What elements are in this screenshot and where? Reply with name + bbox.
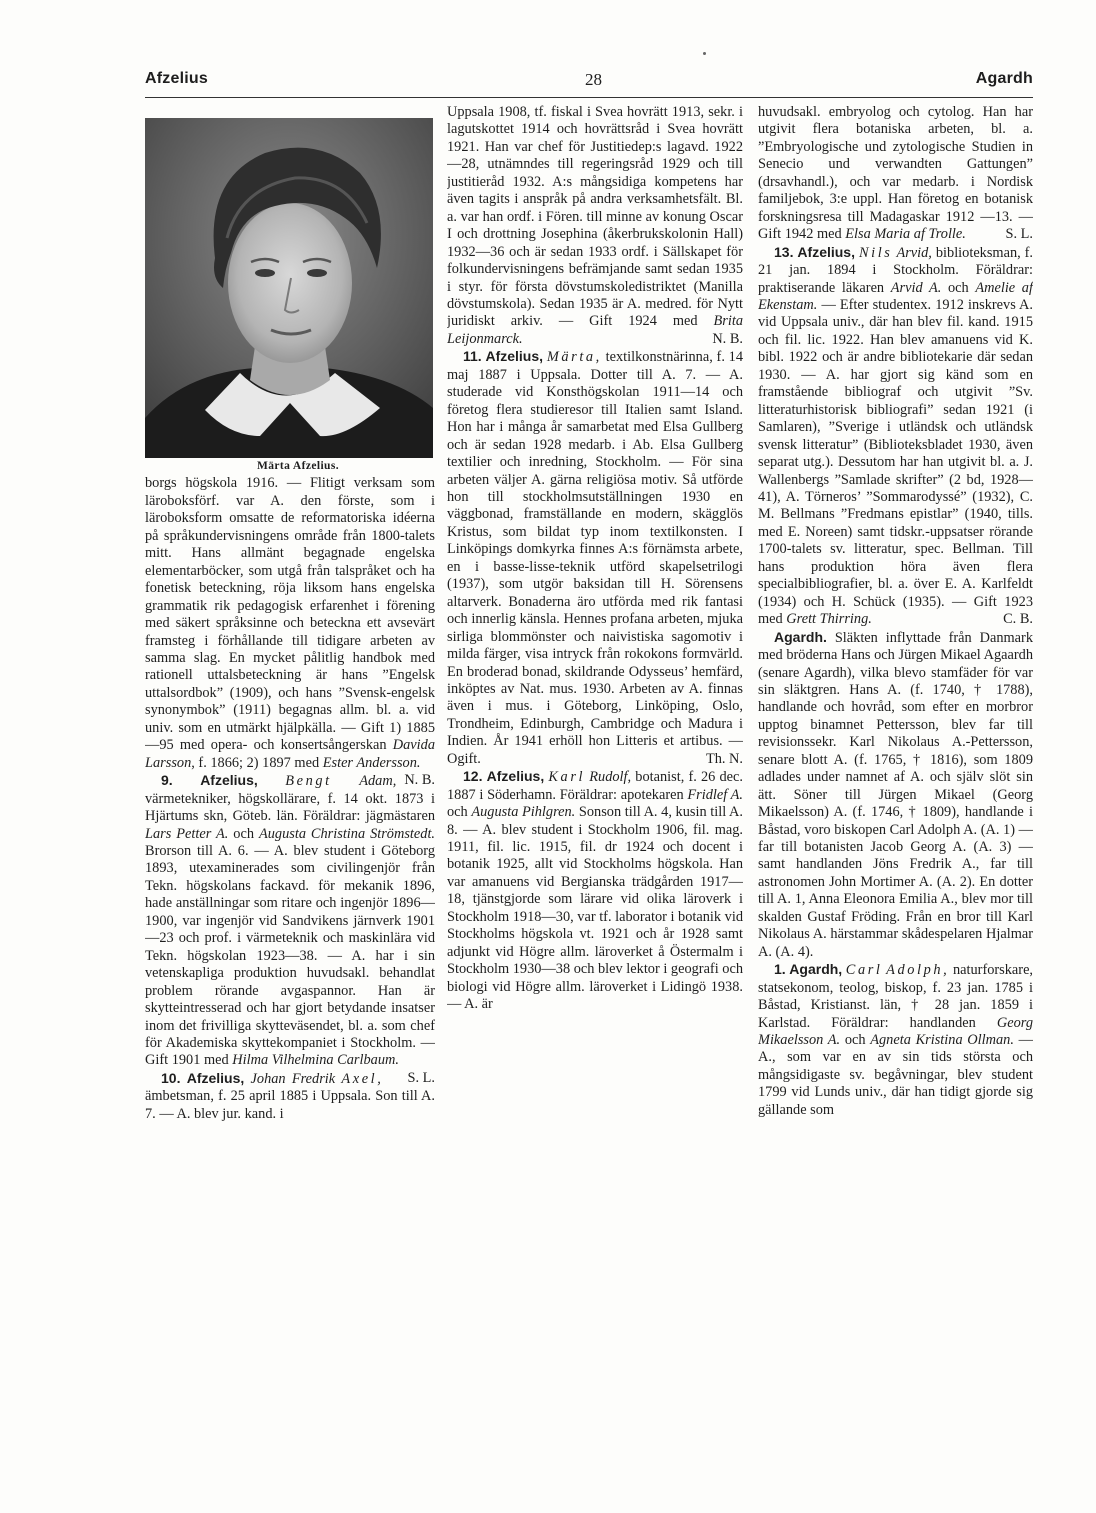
italic-name: Georg Mikaelsson A. bbox=[758, 1014, 1033, 1049]
header-rule bbox=[145, 97, 1033, 98]
portrait-photo bbox=[145, 118, 433, 458]
author-signature: S. L. bbox=[407, 1069, 435, 1086]
italic-name: Grett Thirring. bbox=[786, 611, 872, 628]
entry-given-name: Axel, bbox=[341, 1070, 384, 1087]
author-signature: C. B. bbox=[1003, 611, 1033, 628]
entry-given-name: Johan Fredrik bbox=[250, 1070, 336, 1087]
italic-name: Agneta Kristina Ollman. bbox=[870, 1032, 1014, 1049]
print-speck bbox=[703, 52, 706, 55]
author-signature: N. B. bbox=[404, 772, 435, 789]
column-1 bbox=[145, 104, 435, 1494]
text-run: — Efter studentex. 1912 inskrevs A. vid Uppsala univ., där han blev fil. kand. 1915 och fil. lic. 1922. Han blev amanuens vid K. bibl. 1922 och är andre bibliotekarie där sedan 1930. — A. har gjort sig känd som en framstående bibliograf och utgivit ”Sv. litteraturhistorisk bibliografi” sedan 1921 (i Samlaren), ”Sverige i utländsk och utländsk svensk litteratur” (Biblioteksbladet 1930, även separat utg.). Dessutom har han utgivit bl. a. J. Wallenbergs ”Samlade skrifter” (2 bd, 1928—41), A. Törneros’ ”Sommarodyssé” (1932), C. M. Bellmans ”Fredmans epistlar” (1940, tills. med E. Noreen) samt tidskr.-uppsatser rörande 1700-talets sv. litteratur, spec. Bellman. Till hans produktion höra även flera specialbibliografier, bl. a. över E. A. Karlfeldt (1934) och H. Schück (1935). — Gift 1923 med bbox=[758, 296, 1033, 628]
entry-surname: Afzelius, bbox=[186, 1069, 245, 1086]
entry-surname: Agardh, bbox=[789, 961, 843, 978]
header-left-word: Afzelius bbox=[145, 70, 208, 87]
entry-13 bbox=[758, 244, 1033, 629]
entry-given-name: Rudolf, bbox=[589, 769, 632, 786]
portrait-illustration bbox=[145, 118, 433, 458]
entry-agardh-1 bbox=[758, 961, 1033, 1119]
italic-name: Amelie af Ekenstam. bbox=[758, 279, 1033, 313]
text-run: Sonson till A. 4, kusin till A. 8. — A. blev student i Stockholm 1906, fil. mag. 1911, fil. lic. 1915, fil. dr 1924 och docent i botanik 1925, allt vid Stockholms högskola. Han var amanuens vid Bergianska trädgården 1917—18, tjänstgjorde som lärare vid olika läroverk i Stockholm 1918—30, var tf. laborator i botanik vid Stockholms högskola vt. 1921 och år 1928 samt adjunkt vid Högre allm. läroverket å Östermalm i Stockholm 1930—38 och blev lektor i geografi och biologi vid Högre allm. läroverket i Lidingö 1938. — A. är bbox=[447, 804, 743, 1013]
entry-number: 11. bbox=[463, 348, 482, 365]
entry-surname: Agardh. bbox=[774, 628, 827, 645]
italic-name: Augusta Pihlgren. bbox=[471, 804, 576, 821]
entry-given-name: Adam, bbox=[359, 773, 397, 790]
author-signature: S. L. bbox=[1005, 226, 1033, 243]
text-run: och bbox=[447, 804, 468, 821]
entry-given-name: Carl bbox=[845, 962, 883, 979]
entry-agardh-family bbox=[758, 629, 1033, 962]
italic-name: Lars Petter A. bbox=[145, 825, 229, 842]
author-signature: Th. N. bbox=[705, 750, 743, 767]
entry-number: 9. bbox=[161, 772, 173, 789]
entry-number: 1. bbox=[774, 961, 786, 978]
text-run: huvudsakl. embryolog och cytolog. Han har utgivit flera botaniska arbeten, bl. a. ”Embryologische und zytologische Studien in Senecio und verwandten Gattungen” (drsavhandl.), och var medarb. i Nordisk familjebok, 3:e uppl. Han företog en botanisk forskningsresa till Madagaskar 1912 —13. — Gift 1942 med bbox=[758, 104, 1033, 243]
text-run: och bbox=[947, 279, 969, 296]
entry-given-name: Adolph, bbox=[886, 962, 950, 979]
text-run: ämbetsman, f. 25 april 1885 i Uppsala. Son till A. 7. — A. blev jur. kand. i bbox=[145, 1088, 435, 1122]
text-run: värmetekniker, högskollärare, f. 14 okt. 1873 i Hjärtums skn, Göteb. län. Föräldrar: jägmästaren bbox=[145, 790, 435, 825]
running-head bbox=[145, 70, 1033, 94]
italic-name: Elsa Maria af Trolle. bbox=[845, 226, 966, 243]
entry-number: 12. bbox=[463, 768, 483, 785]
italic-name: Brita Leijonmarck. bbox=[447, 313, 743, 347]
portrait-caption: Märta Afzelius. bbox=[256, 460, 339, 472]
entry-12 bbox=[447, 768, 743, 1013]
column-3 bbox=[758, 104, 1033, 1494]
entry-given-name: Karl bbox=[548, 769, 586, 786]
paragraph-col3-continuation bbox=[758, 104, 1033, 244]
text-run: borgs högskola 1916. — Flitigt verksam som läroboksförf. var A. den förste, som i läroboksform omsatte de reformatoriska idéerna på språkundervisningens område från 1800-talets mitt. Hans allmänt begagnade engelska elementarböcker, som utgå från talspråket och ha fonetisk beteckning, röja liksom hans engelska grammatik rik pedagogisk erfarenhet i förening med säkert språksinne och beteckna ett avsevärt framsteg i förhållande till tidigare arbeten av samma slag. En mycket pålitlig handbok med rationell uttalsbeteckning är hans ”Engelsk uttalsordbok” (1909), och hans ”Svensk-engelsk synonymbok” (1911) begagnas allm. bl. a. vid univ. som en utmärkt hjälpkälla. — Gift 1) 1885 —95 med opera- och konsertsångerskan bbox=[145, 475, 435, 754]
page-number: 28 bbox=[585, 70, 602, 89]
entry-given-name: Märta, bbox=[546, 349, 602, 366]
entry-surname: Afzelius, bbox=[200, 772, 258, 789]
column-2 bbox=[447, 104, 743, 1494]
text-run: botanist, f. 26 dec. 1887 i Söderhamn. Föräldrar: apotekaren bbox=[447, 769, 743, 803]
paragraph-col2-continuation bbox=[447, 104, 743, 348]
text-run: textilkonstnärinna, f. 14 maj 1887 i Uppsala. Dotter till A. 7. — A. studerade vid Konsthögskolan 1911—14 och företog flera studieresor till Italien samt Island. Hon har i många år samarbetat med Elsa Gullberg och är sedan 1928 medarb. i Ab. Elsa Gullberg textilier och inredning, Stockholm. — För sina arbeten väljer A. gärna religiösa motiv. Så utförde hon till stockholmsutställningen 1930 en väggbonad, framställande en modern, skägglös Kristus, som bildat typ inom textilkonsten. I Linköpings domkyrka finnes A:s förnämsta arbete, en i basse-lisse-teknik utförd skapelsetrilogi (1937), som utgör baksidan till H. Sörensens altarverk. Bonaderna äro utförda med rik fantasi och innerlig känsla. Hennes profana arbeten, mjuka sirliga blommönster och naivistiska sagomotiv i milda färger, visa intryck från rokokons formvärld. En broderad bonad, skildrande Odysseus’ hemfärd, inköptes av Nat. mus. 1930. Arbeten av A. finnas även i mus. i Göteborg, Linköping, Oslo, Trondheim, Edinburgh, Cambridge och Madura i Indien. År 1941 erhöll hon Litteris et artibus. — Ogift. bbox=[447, 349, 743, 767]
text-run: , f. 1866; 2) 1897 med bbox=[191, 754, 320, 771]
text-run: naturforskare, statsekonom, teolog, biskop, f. 23 jan. 1785 i Båstad, Kristianst. län, † 28 jan. 1859 i Karlstad. Föräldrar: handlanden bbox=[758, 962, 1033, 1031]
author-signature: N. B. bbox=[712, 330, 743, 347]
italic-name: Ester Andersson. bbox=[322, 754, 421, 771]
italic-name: Arvid A. bbox=[890, 279, 942, 296]
italic-name: Augusta Christina Strömstedt. bbox=[258, 825, 435, 842]
text-run: Släkten inflyttade från Danmark med bröderna Hans och Jürgen Mikael Agaardh (senare Agardh), vilka blevo stamfäder för var sin släktgren. Hans A. (f. 1740, † 1788), handlande och hovråd, som efter en morbror upptog binamnet Pettersson, blev far till revisionssekr. Karl Nikolaus A.-Pettersson, senare blott A. (f. 1765, † 1816), som 1809 adlades under namnet af A. och själv slöt sin ätt. Söner till Jürgen Mikael (Georg Mikaelsson) A. (f. 1746, † 1809), handlande i Båstad, voro biskopen Carl Adolph A. (A. 1) — far till botanisten Jacob Georg A. (A. 3) — samt handlanden Jöns Fredrik A., far till astronomen John Mortimer A. (A. 2). En dotter till A. 1, Anna Eleonora Emilia A., blev mor till skalden Gustaf Fröding. Från en bror till Karl Nikolaus A. härstammar skådespelaren Hjalmar A. (A. 4). bbox=[758, 629, 1033, 960]
entry-number: 10. bbox=[161, 1069, 181, 1086]
entry-given-name: Bengt bbox=[285, 773, 332, 790]
entry-given-name: Nils bbox=[858, 244, 893, 261]
text-run: biblioteksman, f. 21 jan. 1894 i Stockholm. Föräldrar: praktiserande läkaren bbox=[758, 244, 1033, 296]
entry-surname: Afzelius, bbox=[486, 768, 545, 785]
italic-name: Davida Larsson bbox=[145, 737, 435, 771]
entry-surname: Afzelius, bbox=[797, 243, 855, 260]
entry-number: 13. bbox=[774, 243, 794, 260]
entry-given-name: Arvid, bbox=[896, 244, 932, 261]
text-run: och bbox=[844, 1032, 866, 1049]
text-run: och bbox=[233, 825, 255, 842]
entry-11 bbox=[447, 348, 743, 768]
italic-name: Fridlef A. bbox=[687, 786, 743, 803]
text-run: — A., som var en av sin tids största och mångsidigaste sv. begåvningar, blev student 1799 vid Lunds univ., där han tidigt gjorde sig gällande som bbox=[758, 1032, 1033, 1118]
text-run: Brorson till A. 6. — A. blev student i Göteborg 1893, utexaminerades som civilingenjör från Tekn. högskolans fackavd. för mekanik 1896, hade anställningar som ritare och ingenjör 1896—1900, var ingenjör vid Sandvikens järnverk 1901—23 och prof. i värmeteknik och maskinlära vid Tekn. högskolan 1923—38. — A. har i sin vetenskapliga produktion huvudsakl. behandlat problem rörande avgaspannor. Han är skytteintresserad och har gjort betydande insatser inom det frivilliga skytteväsendet, bl. a. som chef för Akademiska skyttekompaniet i Stockholm. — Gift 1901 med bbox=[145, 842, 435, 1069]
header-right-word: Agardh bbox=[975, 70, 1033, 87]
text-run: Uppsala 1908, tf. fiskal i Svea hovrätt 1913, sekr. i lagutskottet 1914 och hovrättsråd i Svea hovrätt 1921. Han var chef för Justitiedep:s lagavd. 1922—28, utnämndes till regeringsråd 1929 och till justitieråd 1932. A:s mångsidiga kompetens har även tagits i anspråk på andra verksamhetsfält. Bl. a. var han ordf. i Fören. till minne av konung Oscar I och drottning Josephina (åkerbrukskolonin Hall) 1932—36 och är sedan 1933 ordf. i Sällskapet för folkundervisningens befrämjande samt sedan 1935 i styr. för första dövstumskoledistriktet (Manilla dövstumskola). Sedan 1935 är A. medred. för Nytt juridiskt arkiv. — Gift 1924 med bbox=[447, 104, 743, 330]
entry-surname: Afzelius, bbox=[485, 348, 544, 365]
italic-name: Hilma Vilhelmina Carlbaum. bbox=[232, 1052, 399, 1069]
